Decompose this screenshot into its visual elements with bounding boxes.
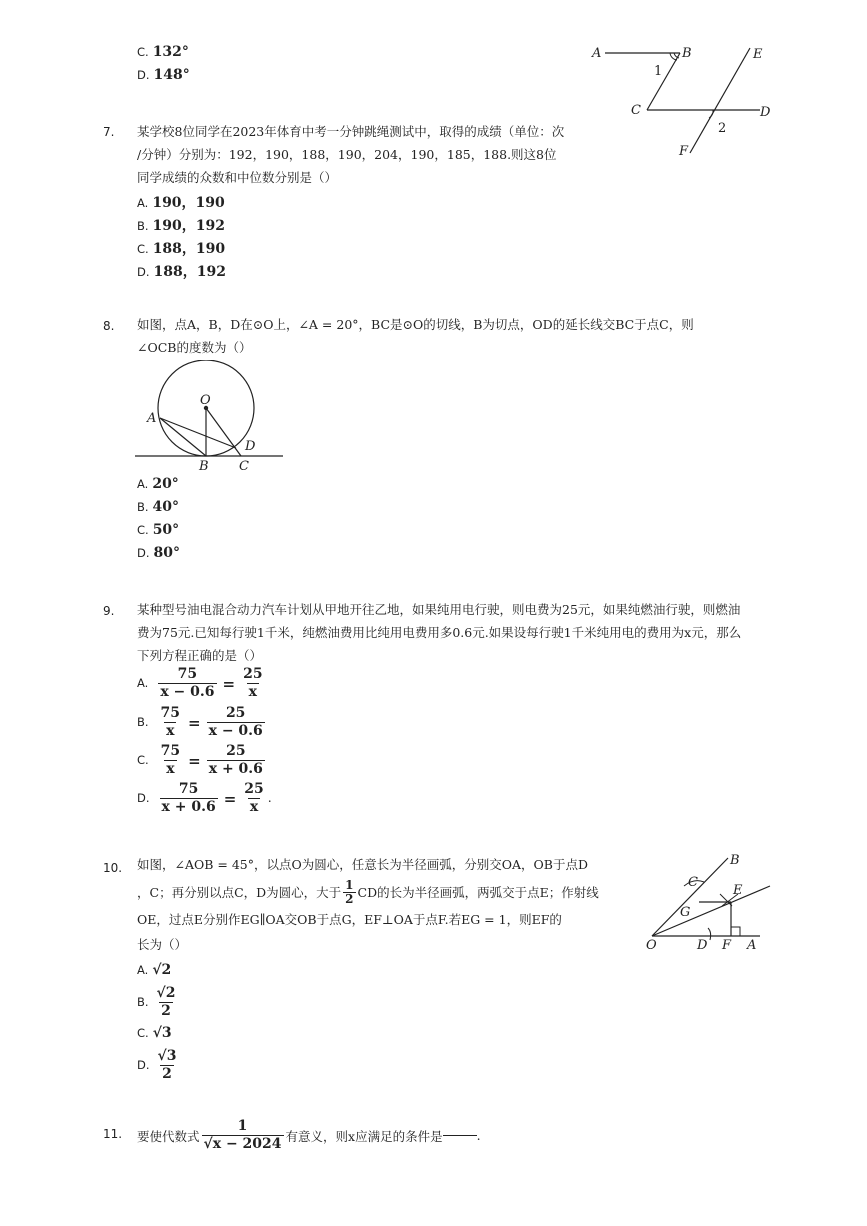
q7-line: 同学成绩的众数和中位数分别是（）: [137, 170, 338, 185]
q8-number: 8.: [103, 319, 115, 333]
fraction: $\frac{75}{x - 0.6}$: [160, 666, 215, 700]
q9-option-b[interactable]: B. $\frac{75}{x}$ = $\frac{25}{x - 0.6}$: [137, 705, 263, 739]
fig-label: A: [747, 938, 757, 953]
q11-pre-text: 要使代数式: [137, 1128, 200, 1144]
option-value: 50°: [152, 522, 180, 538]
fraction: $\frac{√2}{2}$: [156, 985, 176, 1019]
fig-label: B: [199, 459, 209, 474]
option-value: 188，192: [153, 264, 226, 280]
half-fraction: $\frac{1}{2}$: [345, 877, 354, 906]
fig-label: F: [679, 144, 689, 159]
q9-line: 下列方程正确的是（）: [137, 648, 263, 663]
q6-option-c[interactable]: [137, 44, 189, 60]
option-label: B.: [137, 995, 149, 1009]
option-value: 190，190: [152, 195, 225, 211]
fig-label: O: [646, 938, 657, 953]
q9-number: 9.: [103, 604, 115, 618]
option-label: D.: [137, 791, 150, 805]
fraction: $\frac{75}{x + 0.6}$: [161, 781, 216, 815]
fraction: $\frac{√3}{2}$: [157, 1048, 177, 1082]
fig-label: D: [697, 938, 708, 953]
option-label: C.: [137, 523, 149, 537]
q7-option-a[interactable]: [137, 192, 225, 212]
fig-label: G: [680, 905, 691, 920]
option-label: B.: [137, 219, 149, 233]
fig-label: O: [200, 393, 211, 408]
q9-text: [137, 598, 741, 667]
option-label: A.: [137, 477, 149, 491]
fig-label: B: [730, 853, 740, 868]
option-label: D.: [137, 546, 150, 560]
option-value: 20°: [152, 476, 179, 492]
option-label: B.: [137, 715, 149, 729]
option-label: C.: [137, 242, 149, 256]
q11-number: 11.: [103, 1127, 123, 1141]
q10-line: OE，过点E分别作EG∥OA交OB于点G，EF⊥OA于点F.若EG = 1，则EF的: [137, 912, 562, 927]
fig-label: B: [682, 46, 692, 61]
q7-option-b[interactable]: [137, 215, 225, 235]
option-value: 188，190: [152, 241, 226, 257]
fraction: $\frac{25}{x - 0.6}$: [208, 705, 263, 739]
q10-angle-construction-figure: [640, 848, 775, 958]
fig-label: F: [722, 938, 732, 953]
q10-line: 长为（）: [137, 937, 188, 952]
option-value: 132°: [152, 44, 189, 60]
fraction: $\frac{1}{√x - 2024}$: [203, 1118, 282, 1152]
option-value: 148°: [153, 67, 190, 83]
q10-text: [137, 852, 599, 957]
fraction: $\frac{25}{x}$: [244, 781, 264, 815]
q8-line: ∠OCB的度数为（）: [137, 340, 252, 355]
option-label: D.: [137, 265, 150, 279]
option-label: D.: [137, 68, 150, 82]
q6-parallel-lines-figure: [585, 38, 775, 163]
q7-option-d[interactable]: [137, 261, 226, 281]
answer-blank[interactable]: [443, 1135, 477, 1136]
q8-text: [137, 313, 694, 359]
fig-label: C: [688, 875, 698, 890]
q9-option-d[interactable]: D. $\frac{75}{x + 0.6}$ = $\frac{25}{x}$ .: [137, 781, 272, 815]
q8-option-b[interactable]: [137, 499, 179, 515]
q8-circle-tangent-figure: [135, 360, 290, 475]
q7-line: /分钟）分别为：192，190，188，190，204，190，185，188.则这8位: [137, 147, 557, 162]
option-value: 190，192: [152, 218, 225, 234]
fig-label: A: [147, 411, 157, 426]
q11-text: 要使代数式 $\frac{1}{√x - 2024}$ 有意义，则x应满足的条件是 .: [137, 1118, 481, 1152]
fig-label: D: [760, 105, 771, 120]
q10-option-c[interactable]: [137, 1025, 172, 1041]
q9-line: 某种型号油电混合动力汽车计划从甲地开往乙地，如果纯用电行驶，则电费为25元，如果纯燃油行驶，则燃油: [137, 602, 741, 617]
fig-label: C: [239, 459, 249, 474]
option-label: D.: [137, 1058, 150, 1072]
option-label: A.: [137, 676, 149, 690]
q8-option-a[interactable]: [137, 476, 179, 492]
q10-number: 10.: [103, 861, 123, 875]
q7-option-c[interactable]: [137, 238, 225, 258]
option-label: A.: [137, 196, 149, 210]
option-value: 80°: [153, 545, 180, 561]
q10-line: ，C；再分别以点C，D为圆心，大于 $\frac{1}{2}$ CD的长为半径画弧，两弧交于点E；作射线: [137, 877, 599, 906]
q10-option-d[interactable]: [137, 1048, 180, 1083]
option-label: C.: [137, 1026, 149, 1040]
option-value: 40°: [152, 499, 180, 515]
fig-label: D: [245, 439, 256, 454]
option-label: C.: [137, 753, 149, 767]
q10-option-b[interactable]: [137, 985, 180, 1020]
fig-label: A: [592, 46, 602, 61]
fraction: $\frac{75}{x}$: [160, 743, 181, 777]
q8-option-c[interactable]: [137, 522, 179, 538]
q8-line: 如图，点A，B，D在⊙O上，∠A = 20°，BC是⊙O的切线，B为切点，OD的延长线交BC于点C，则: [137, 317, 694, 332]
fig-label: E: [753, 47, 763, 62]
fraction: $\frac{25}{x + 0.6}$: [208, 743, 263, 777]
fig-label: 1: [654, 64, 663, 79]
option-label: C.: [137, 45, 149, 59]
fig-label: 2: [718, 121, 727, 136]
option-value: √2: [152, 962, 172, 978]
q10-line: 如图，∠AOB = 45°，以点O为圆心，任意长为半径画弧，分别交OA，OB于点D: [137, 857, 588, 872]
q10-option-a[interactable]: [137, 962, 171, 978]
q8-option-d[interactable]: [137, 545, 180, 561]
fraction: $\frac{75}{x}$: [160, 705, 181, 739]
q7-text: [137, 120, 564, 189]
option-value: √3: [152, 1025, 172, 1041]
fraction: $\frac{25}{x}$: [243, 666, 263, 700]
q6-option-d[interactable]: [137, 67, 190, 83]
q9-line: 费为75元.已知每行驶1千米，纯燃油费用比纯用电费用多0.6元.如果设每行驶1千米纯用电的费用为x元，那么: [137, 625, 742, 640]
q9-option-a[interactable]: A. $\frac{75}{x - 0.6}$ = $\frac{25}{x}$: [137, 666, 263, 700]
fig-label: C: [631, 103, 641, 118]
option-label: A.: [137, 963, 149, 977]
q11-post-text: 有意义，则x应满足的条件是: [285, 1128, 443, 1144]
q7-line: 某学校8位同学在2023年体育中考一分钟跳绳测试中，取得的成绩（单位：次: [137, 124, 565, 139]
q9-option-c[interactable]: C. $\frac{75}{x}$ = $\frac{25}{x + 0.6}$: [137, 743, 263, 777]
option-label: B.: [137, 500, 149, 514]
fig-label: E: [733, 883, 743, 898]
q7-number: 7.: [103, 125, 115, 139]
